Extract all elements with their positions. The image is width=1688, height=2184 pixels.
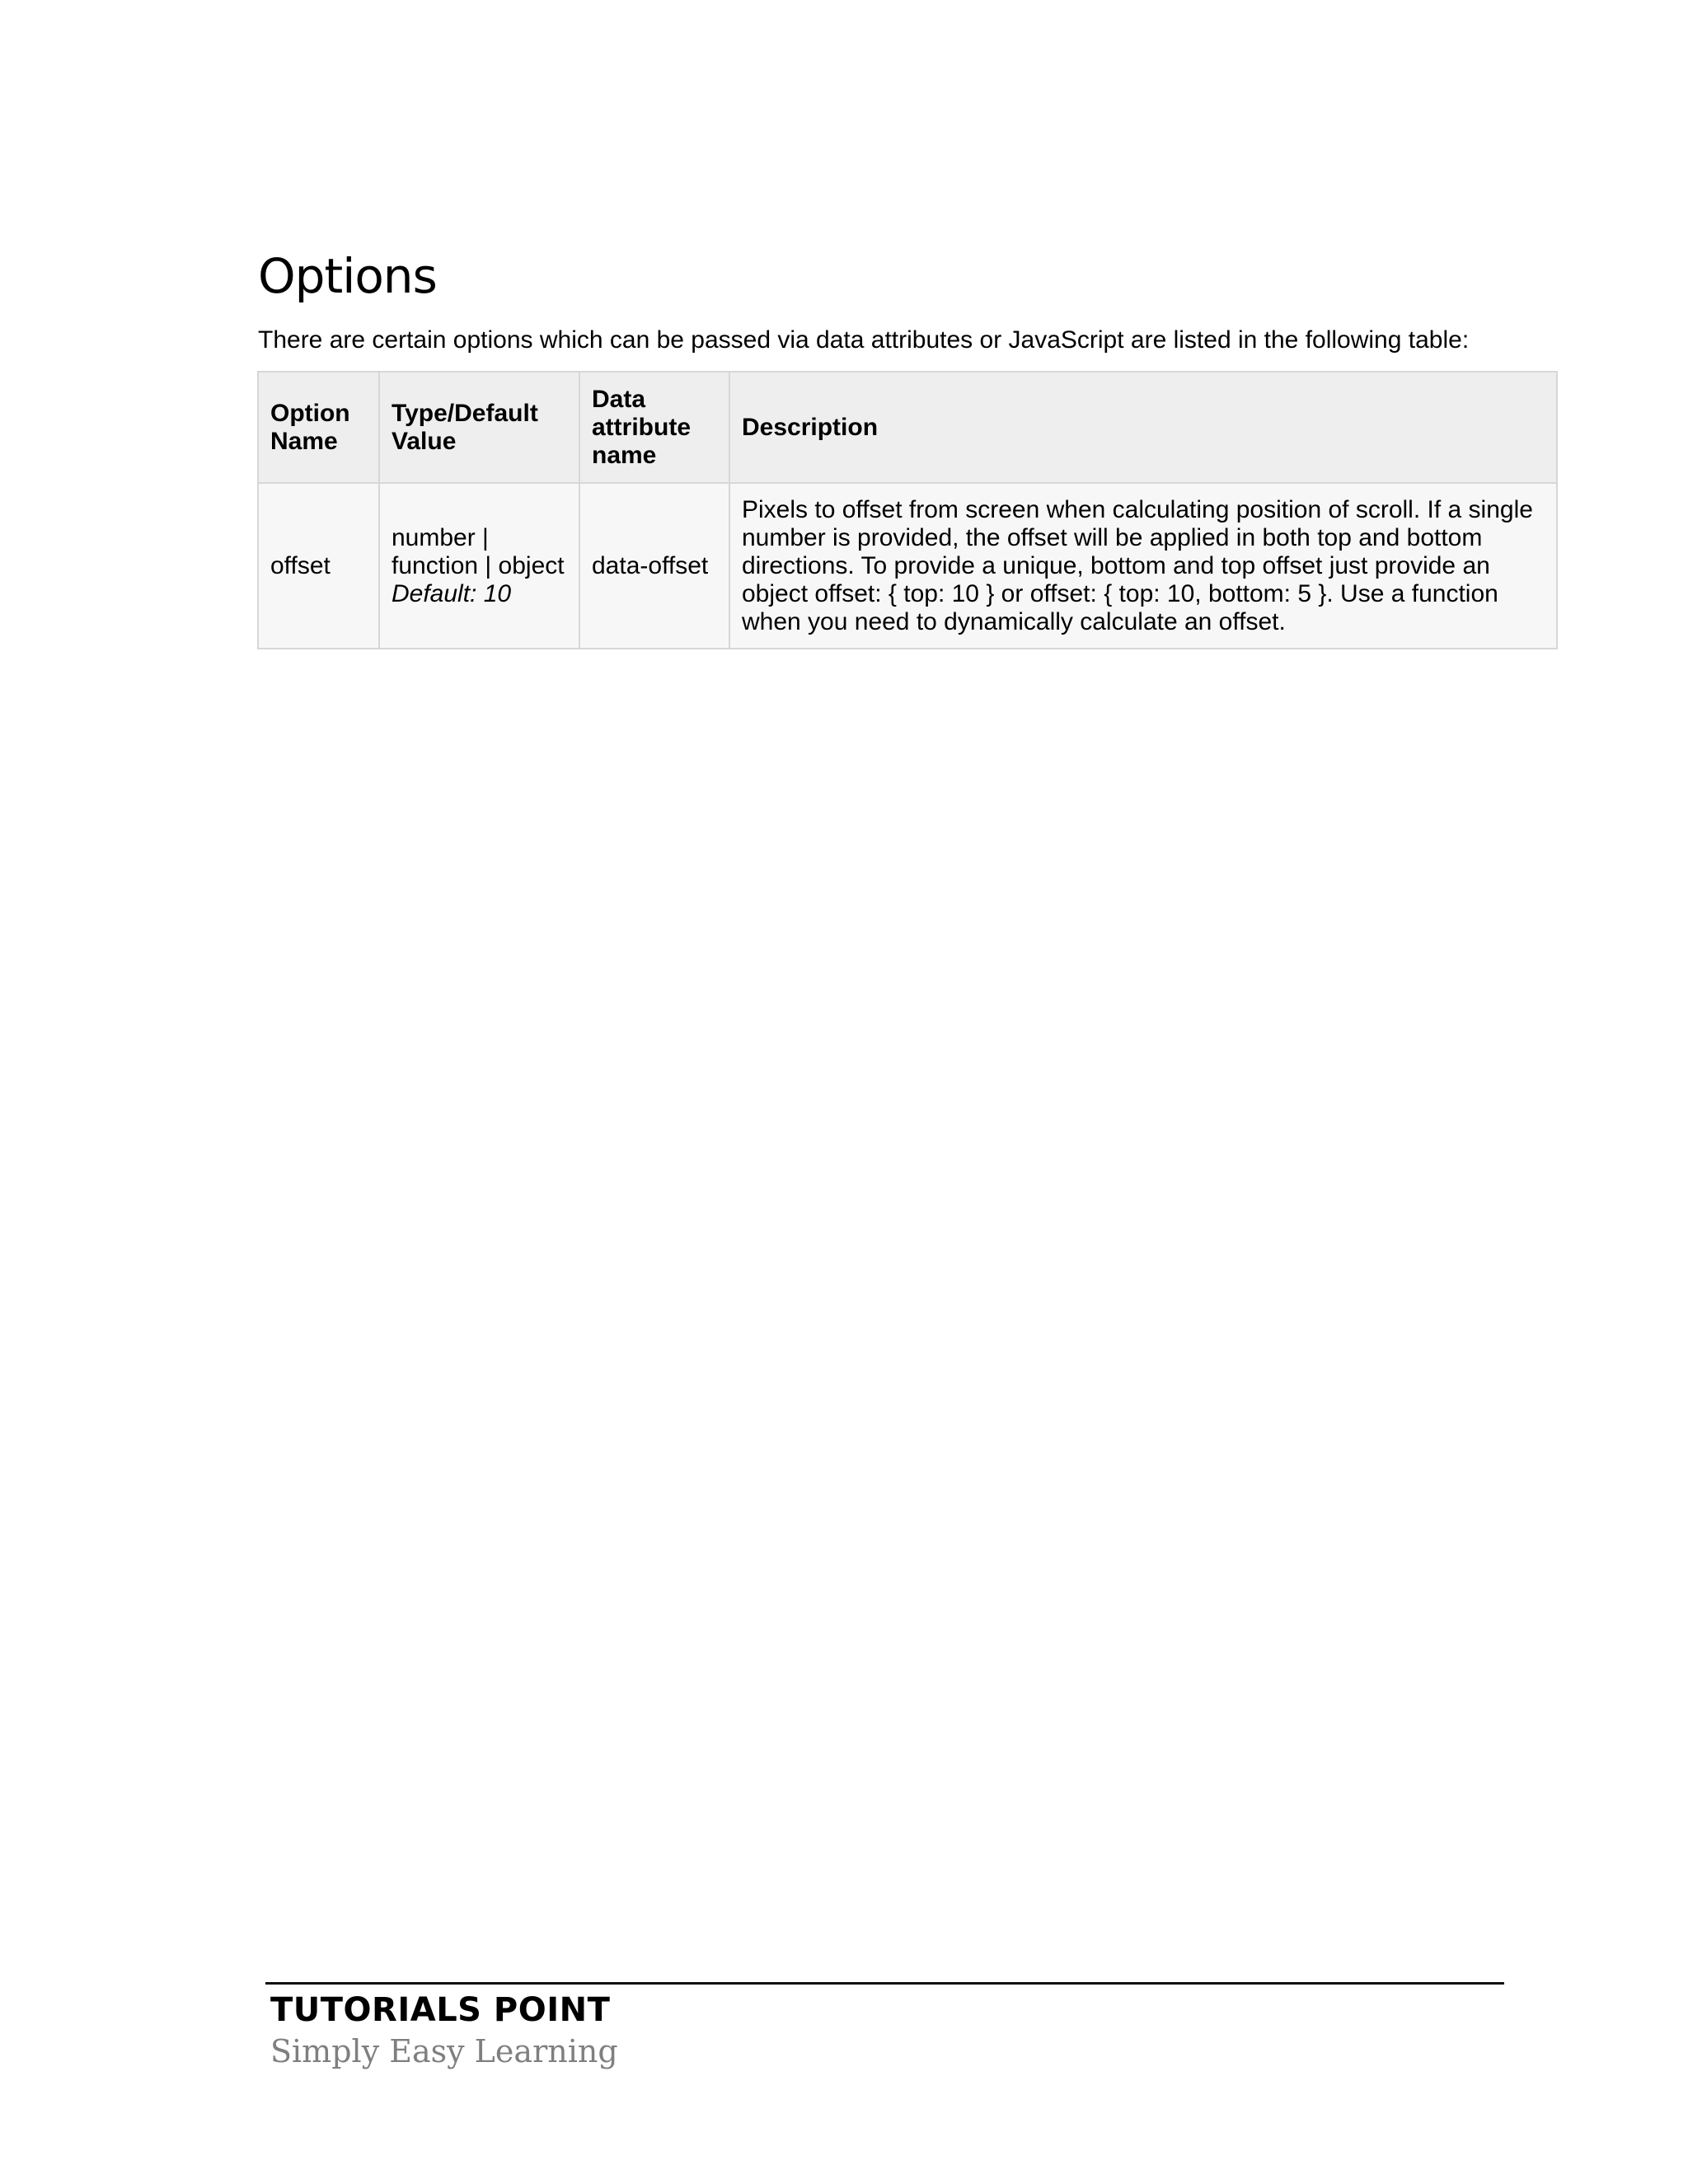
footer-brand: TUTORIALS POINT	[270, 1991, 611, 2029]
table-header	[258, 372, 1557, 483]
footer-tagline: Simply Easy Learning	[270, 2033, 618, 2069]
cell-data-attribute: data-offset	[579, 483, 729, 649]
table-header-row	[258, 372, 1557, 483]
table-row	[258, 483, 1557, 649]
header-type-default: Type/Default Value	[379, 372, 579, 483]
cell-type: number | function | object	[392, 523, 565, 579]
cell-type-default	[379, 483, 579, 649]
header-option-name: Option Name	[258, 372, 379, 483]
options-table	[257, 371, 1558, 649]
intro-paragraph: There are certain options which can be passed via data attributes or JavaScript are listed in the following table:	[258, 326, 1470, 354]
table-body	[258, 483, 1557, 649]
footer-divider	[265, 1982, 1504, 1985]
header-data-attribute: Data attribute name	[579, 372, 729, 483]
cell-description: Pixels to offset from screen when calculating position of scroll. If a single number is provided, the offset will be applied in both top and bottom directions. To provide a unique, bottom and top offset just provide an object offset: { top: 10 } or offset: { top: 10, bottom: 5 }. Use a function when you need to dynamically calculate an offset.	[729, 483, 1557, 649]
cell-option-name: offset	[258, 483, 379, 649]
header-description: Description	[729, 372, 1557, 483]
page-title: Options	[258, 248, 437, 304]
cell-default: Default: 10	[392, 579, 512, 607]
